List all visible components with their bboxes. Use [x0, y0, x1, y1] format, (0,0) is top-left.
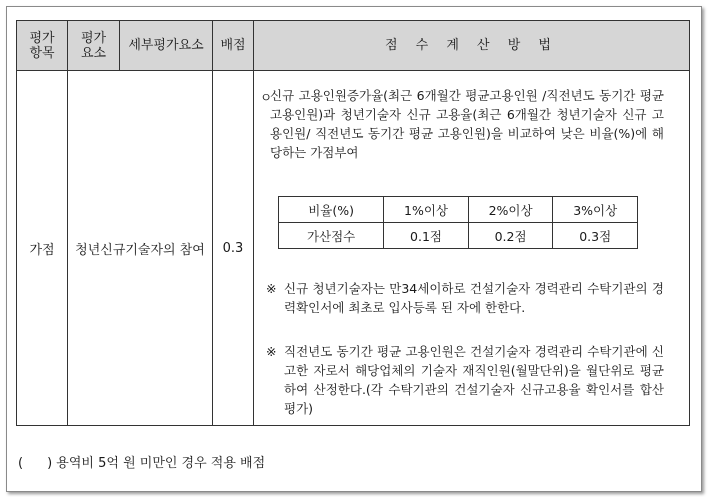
header-eval-item-line2: 항목 — [29, 45, 55, 61]
footnote — [18, 452, 265, 471]
header-score: 배점 — [213, 21, 254, 71]
rate-table — [278, 196, 638, 249]
note-mark-icon: ※ — [266, 281, 277, 296]
bonus-points-2: 0.2점 — [468, 223, 553, 249]
calculation-paragraph: 신규 고용인원증가율(최근 6개월간 평균고용인원 /직전년도 동기간 평균 고용인원)과 청년기술자 신규 고용율(최근 6개월간 청년기술자 신규 고용인원/ 직전년도 동기간 평균 고용인원)을 비교하여 낮은 비율(%)에 해당하는 가점부여 — [270, 88, 664, 160]
eval-element-cell: 청년신규기술자의 참여 — [68, 71, 213, 426]
bonus-points-1: 0.1점 — [384, 223, 469, 249]
header-eval-element-line1: 평가 — [80, 30, 107, 46]
eval-item-cell: 가점 — [17, 71, 68, 426]
rate-threshold-3: 3%이상 — [553, 197, 638, 223]
footnote-text: 용역비 5억 원 미만인 경우 적용 배점 — [56, 456, 266, 471]
bonus-header-label: 가산점수 — [279, 223, 384, 249]
table-header-row — [17, 21, 690, 71]
table-row — [17, 71, 690, 426]
header-eval-item — [17, 21, 68, 71]
note-average-employees: 직전년도 동기간 평균 고용인원은 건설기술자 경력관리 수탁기관에 신고한 자로서 해당업체의 기술자 재직인원(월말단위)을 월단위로 평균하여 산정한다.(각 수탁기관의 건설기술자 신규고용율 확인서를 합산평가) — [284, 344, 664, 416]
rate-table-row — [279, 223, 638, 249]
header-calculation-method: 점 수 계 산 방 법 — [254, 21, 690, 71]
calculation-description-cell — [254, 71, 690, 426]
header-eval-item-line1: 평가 — [29, 30, 55, 46]
header-detail-element: 세부평가요소 — [120, 21, 213, 71]
footnote-close-paren: ) — [47, 456, 53, 471]
note-new-technician: 신규 청년기술자는 만34세이하로 건설기술자 경력관리 수탁기관의 경력확인서에 최초로 입사등록 된 자에 한한다. — [284, 281, 664, 315]
rate-threshold-1: 1%이상 — [384, 197, 469, 223]
circle-bullet-icon: ㅇ — [260, 90, 273, 105]
evaluation-table — [16, 20, 690, 426]
header-eval-element-line2: 요소 — [80, 45, 107, 61]
note-mark-icon: ※ — [266, 344, 277, 359]
rate-header-label: 비율(%) — [279, 197, 384, 223]
score-cell: 0.3 — [213, 71, 254, 426]
rate-threshold-2: 2%이상 — [468, 197, 553, 223]
footnote-open-paren: ( — [18, 456, 24, 471]
rate-table-row — [279, 197, 638, 223]
bonus-points-3: 0.3점 — [553, 223, 638, 249]
header-eval-element — [68, 21, 120, 71]
